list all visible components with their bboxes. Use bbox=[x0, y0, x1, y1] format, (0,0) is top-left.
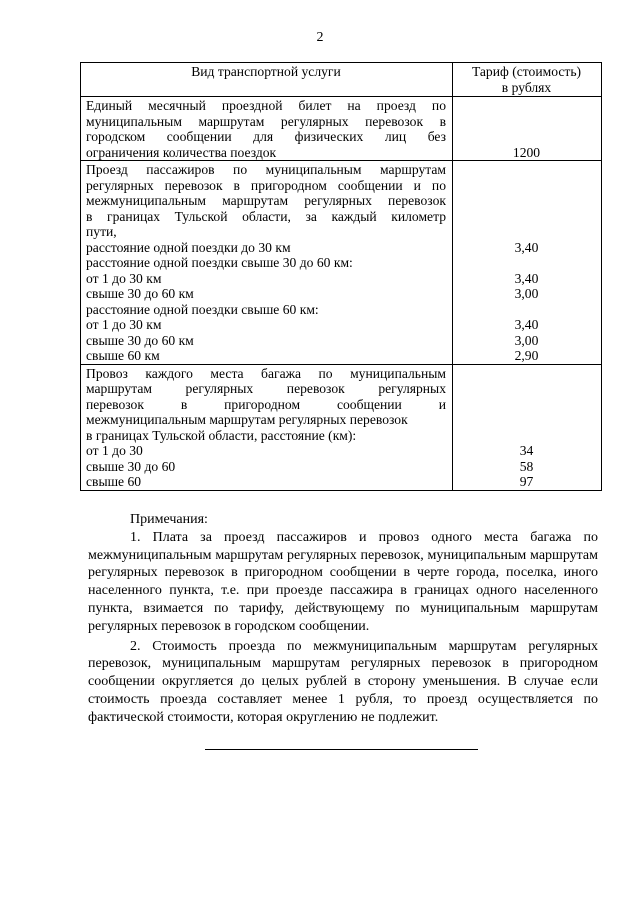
row3-price bbox=[453, 364, 602, 490]
desc-line: муниципальным маршрутам регулярных перевозок в bbox=[86, 113, 446, 129]
notes-section bbox=[88, 511, 598, 727]
desc-line: свыше 60 bbox=[86, 474, 142, 489]
header-price-line2: в рублях bbox=[501, 79, 552, 95]
desc-line: расстояние одной поездки свыше 60 км: bbox=[86, 301, 319, 317]
desc-line: Провоз каждого места багажа по муниципальным bbox=[86, 365, 446, 381]
header-price bbox=[453, 63, 602, 97]
bottom-divider bbox=[205, 749, 478, 750]
header-service: Вид транспортной услуги bbox=[81, 63, 453, 97]
desc-line: в границах Тульской области, за каждый километр bbox=[86, 208, 446, 224]
note-1: 1. Плата за проезд пассажиров и провоз одного места багажа по межмуниципальным маршрутам регулярных перевозок, муниципальным маршрутам регулярных перевозок в пригородном сообщении в черте города, поселка, иного населенного пункта, т.е. при проезде пассажира в границах одного населенного пункта, взимается по тарифу, действующему по муниципальным маршрутам регулярных перевозок в городском сообщении. bbox=[88, 529, 598, 634]
price-value: 58 bbox=[519, 458, 534, 474]
desc-line: пути, bbox=[86, 224, 117, 239]
desc-line: регулярных перевозок в пригородном сообщении и по bbox=[86, 177, 446, 193]
price-value: 3,40 bbox=[514, 270, 539, 286]
row3-description bbox=[81, 364, 453, 490]
desc-line: расстояние одной поездки до 30 км bbox=[86, 239, 291, 255]
desc-line: от 1 до 30 bbox=[86, 443, 143, 458]
price-value: 2,90 bbox=[514, 348, 539, 363]
notes-heading: Примечания: bbox=[130, 512, 208, 527]
tariff-table bbox=[80, 62, 602, 491]
desc-line: перевозок в пригородном сообщении и bbox=[86, 396, 446, 412]
price-value: 1200 bbox=[512, 144, 541, 160]
table-row bbox=[81, 161, 602, 365]
note-2: 2. Стоимость проезда по межмуниципальным маршрутам регулярных перевозок, муниципальным маршрутам регулярных перевозок в пригородном сообщении округляется до целых рублей в сторону уменьшения. В случае если стоимость проезда составляет менее 1 рубля, то проезд осуществляется по фактической стоимости, которая округлению не подлежит. bbox=[88, 638, 598, 725]
desc-line: свыше 30 до 60 км bbox=[86, 286, 194, 301]
page-number: 2 bbox=[316, 30, 324, 45]
price-value: 3,00 bbox=[514, 286, 539, 301]
desc-line: Единый месячный проездной билет на проезд по bbox=[86, 98, 446, 113]
desc-line: ограничения количества поездок bbox=[86, 144, 277, 160]
desc-line: от 1 до 30 км bbox=[86, 317, 162, 332]
desc-line: Проезд пассажиров по муниципальным маршрутам bbox=[86, 162, 446, 177]
desc-line: в границах Тульской области, расстояние (км): bbox=[86, 427, 357, 443]
table-header-row bbox=[81, 63, 602, 97]
row2-description bbox=[81, 161, 453, 365]
desc-line: межмуниципальным маршрутам регулярных перевозок bbox=[86, 412, 408, 427]
price-value: 3,00 bbox=[514, 332, 539, 348]
header-price-line1: Тариф (стоимость) bbox=[471, 64, 582, 79]
desc-line: свыше 30 до 60 bbox=[86, 458, 176, 474]
row1-description bbox=[81, 97, 453, 161]
row2-price bbox=[453, 161, 602, 365]
desc-line: свыше 60 км bbox=[86, 348, 160, 363]
desc-line: городском сообщении для физических лиц без bbox=[86, 129, 446, 144]
price-value: 3,40 bbox=[514, 317, 539, 332]
desc-line: расстояние одной поездки свыше 30 до 60 км: bbox=[86, 255, 353, 270]
table-row bbox=[81, 97, 602, 161]
desc-line: межмуниципальным маршрутам регулярных перевозок bbox=[86, 193, 446, 208]
row1-price bbox=[453, 97, 602, 161]
table-row bbox=[81, 364, 602, 490]
price-value: 97 bbox=[519, 474, 534, 489]
desc-line: свыше 30 до 60 км bbox=[86, 332, 194, 348]
price-value: 3,40 bbox=[514, 239, 539, 255]
price-value: 34 bbox=[519, 443, 534, 458]
desc-line: от 1 до 30 км bbox=[86, 270, 162, 286]
desc-line: маршрутам регулярных перевозок регулярных bbox=[86, 381, 446, 396]
